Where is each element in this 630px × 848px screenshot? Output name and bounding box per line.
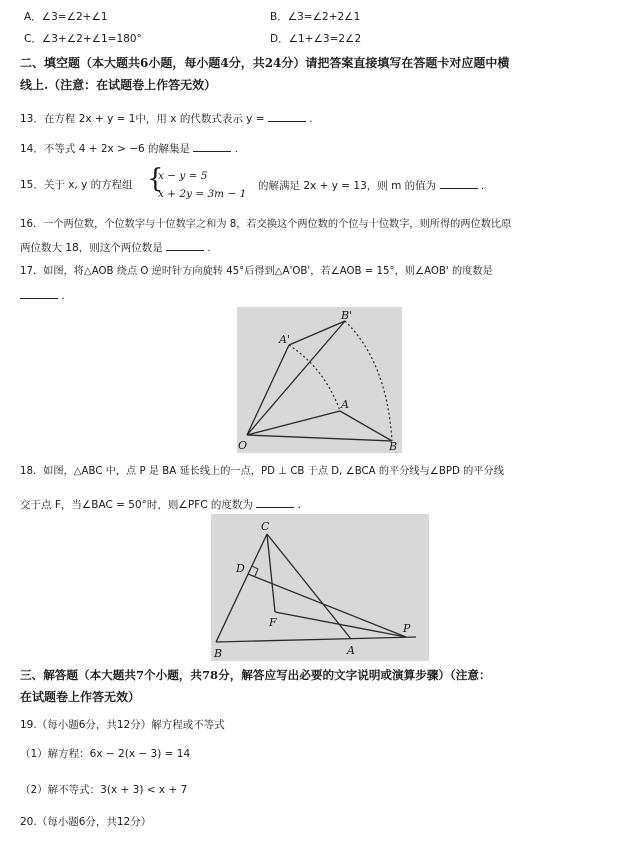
label-a-prime: A' <box>279 333 290 346</box>
q13-answer-blank[interactable] <box>268 111 306 122</box>
q19-part1: （1）解方程：6x − 2(x − 3) = 14 <box>20 748 191 760</box>
q15-equation-1: x − y = 5 <box>158 170 208 182</box>
q18-answer-blank[interactable] <box>256 497 294 508</box>
segment-a1b1 <box>289 321 345 345</box>
section2-heading-line2: 线上.（注意：在试题卷上作答无效） <box>20 78 217 92</box>
question-14 <box>20 141 238 156</box>
label-b: B <box>214 647 223 660</box>
q17-end: . <box>61 290 65 302</box>
q18-end: . <box>297 499 301 511</box>
q18-text: 交于点 F，当∠BAC = 50°时，则∠PFC 的度数为 <box>20 499 253 511</box>
question-13 <box>20 111 313 126</box>
q15-end: . <box>480 180 485 192</box>
section3-heading-line2: 在试题卷上作答无效） <box>20 690 141 704</box>
label-c: C <box>261 520 270 533</box>
segment-ab <box>340 411 392 441</box>
q15-brace: { <box>147 164 164 194</box>
label-d: D <box>236 562 245 575</box>
question-16-line2 <box>20 240 211 255</box>
label-o: O <box>238 439 248 452</box>
q16-answer-blank[interactable] <box>166 240 204 251</box>
segment-cb <box>216 534 267 642</box>
right-angle-mark <box>252 566 258 576</box>
q19-part2: （2）解不等式：3(x + 3) < x + 7 <box>20 784 188 796</box>
option-c: C．∠3+∠2+∠1=180° <box>24 33 142 45</box>
figure-18 <box>211 514 429 661</box>
q16-line1: 16．一个两位数，个位数字与十位数字之和为 8，若交换这个两位数的个位与十位数字，则所得的两位数比原 <box>20 219 512 230</box>
section2-heading-line1: 二、填空题（本大题共6小题，每小题4分，共24分）请把答案直接填写在答题卡对应题中横 <box>20 56 510 70</box>
label-b: B <box>389 440 398 453</box>
q15-condition: 的解满足 2x + y = 13，则 m 的值为 <box>258 180 437 192</box>
option-d: D．∠1+∠3=2∠2 <box>270 33 362 45</box>
segment-bp <box>216 637 416 642</box>
arc-b-b1 <box>345 321 392 441</box>
q16-end: . <box>207 242 211 254</box>
question-15-tail <box>258 178 484 193</box>
q14-answer-blank[interactable] <box>193 141 231 152</box>
segment-cf <box>267 534 275 612</box>
figure-17 <box>237 307 402 453</box>
q13-text: 13．在方程 2x + y = 1中，用 x 的代数式表示 y = <box>20 113 265 125</box>
label-p: P <box>403 622 411 635</box>
q17-answer-blank[interactable] <box>20 288 58 299</box>
q17-line1: 17．如图，将△AOB 绕点 O 逆时针方向旋转 45°后得到△A'OB'，若∠AOB = 15°，则∠AOB' 的度数是 <box>20 266 493 277</box>
segment-ob1 <box>247 321 345 435</box>
label-a: A <box>341 398 349 411</box>
q18-line1: 18．如图，△ABC 中，点 P 是 BA 延长线上的一点，PD ⊥ CB 于点 D, ∠BCA 的平分线与∠BPD 的平分线 <box>20 466 504 477</box>
question-17-line2 <box>20 288 65 303</box>
q15-answer-blank[interactable] <box>440 178 478 189</box>
label-a: A <box>347 644 355 657</box>
option-b: B．∠3=∠2+2∠1 <box>270 11 361 23</box>
q20-heading: 20.（每小题6分，共12分） <box>20 816 152 828</box>
q14-text: 14．不等式 4 + 2x > −6 的解集是 <box>20 143 191 155</box>
q14-end: . <box>234 143 239 155</box>
segment-oa1 <box>247 345 289 435</box>
segment-ob <box>247 435 392 441</box>
q15-equation-2: x + 2y = 3m − 1 <box>158 188 247 200</box>
q13-end: . <box>309 113 313 125</box>
segment-oa <box>247 411 340 435</box>
label-b-prime: B' <box>341 309 353 322</box>
segment-fp <box>275 612 406 637</box>
option-a: A．∠3=∠2+∠1 <box>24 11 108 23</box>
section3-heading-line1: 三、解答题（本大题共7个小题，共78分，解答应写出必要的文字说明或演算步骤）（注意： <box>20 668 491 682</box>
q19-heading: 19.（每小题6分，共12分）解方程或不等式 <box>20 719 225 731</box>
question-18-line2 <box>20 497 301 512</box>
q16-text: 两位数大 18，则这个两位数是 <box>20 242 163 254</box>
q15-intro: 15．关于 x, y 的方程组 <box>20 179 133 191</box>
label-f: F <box>269 616 277 629</box>
